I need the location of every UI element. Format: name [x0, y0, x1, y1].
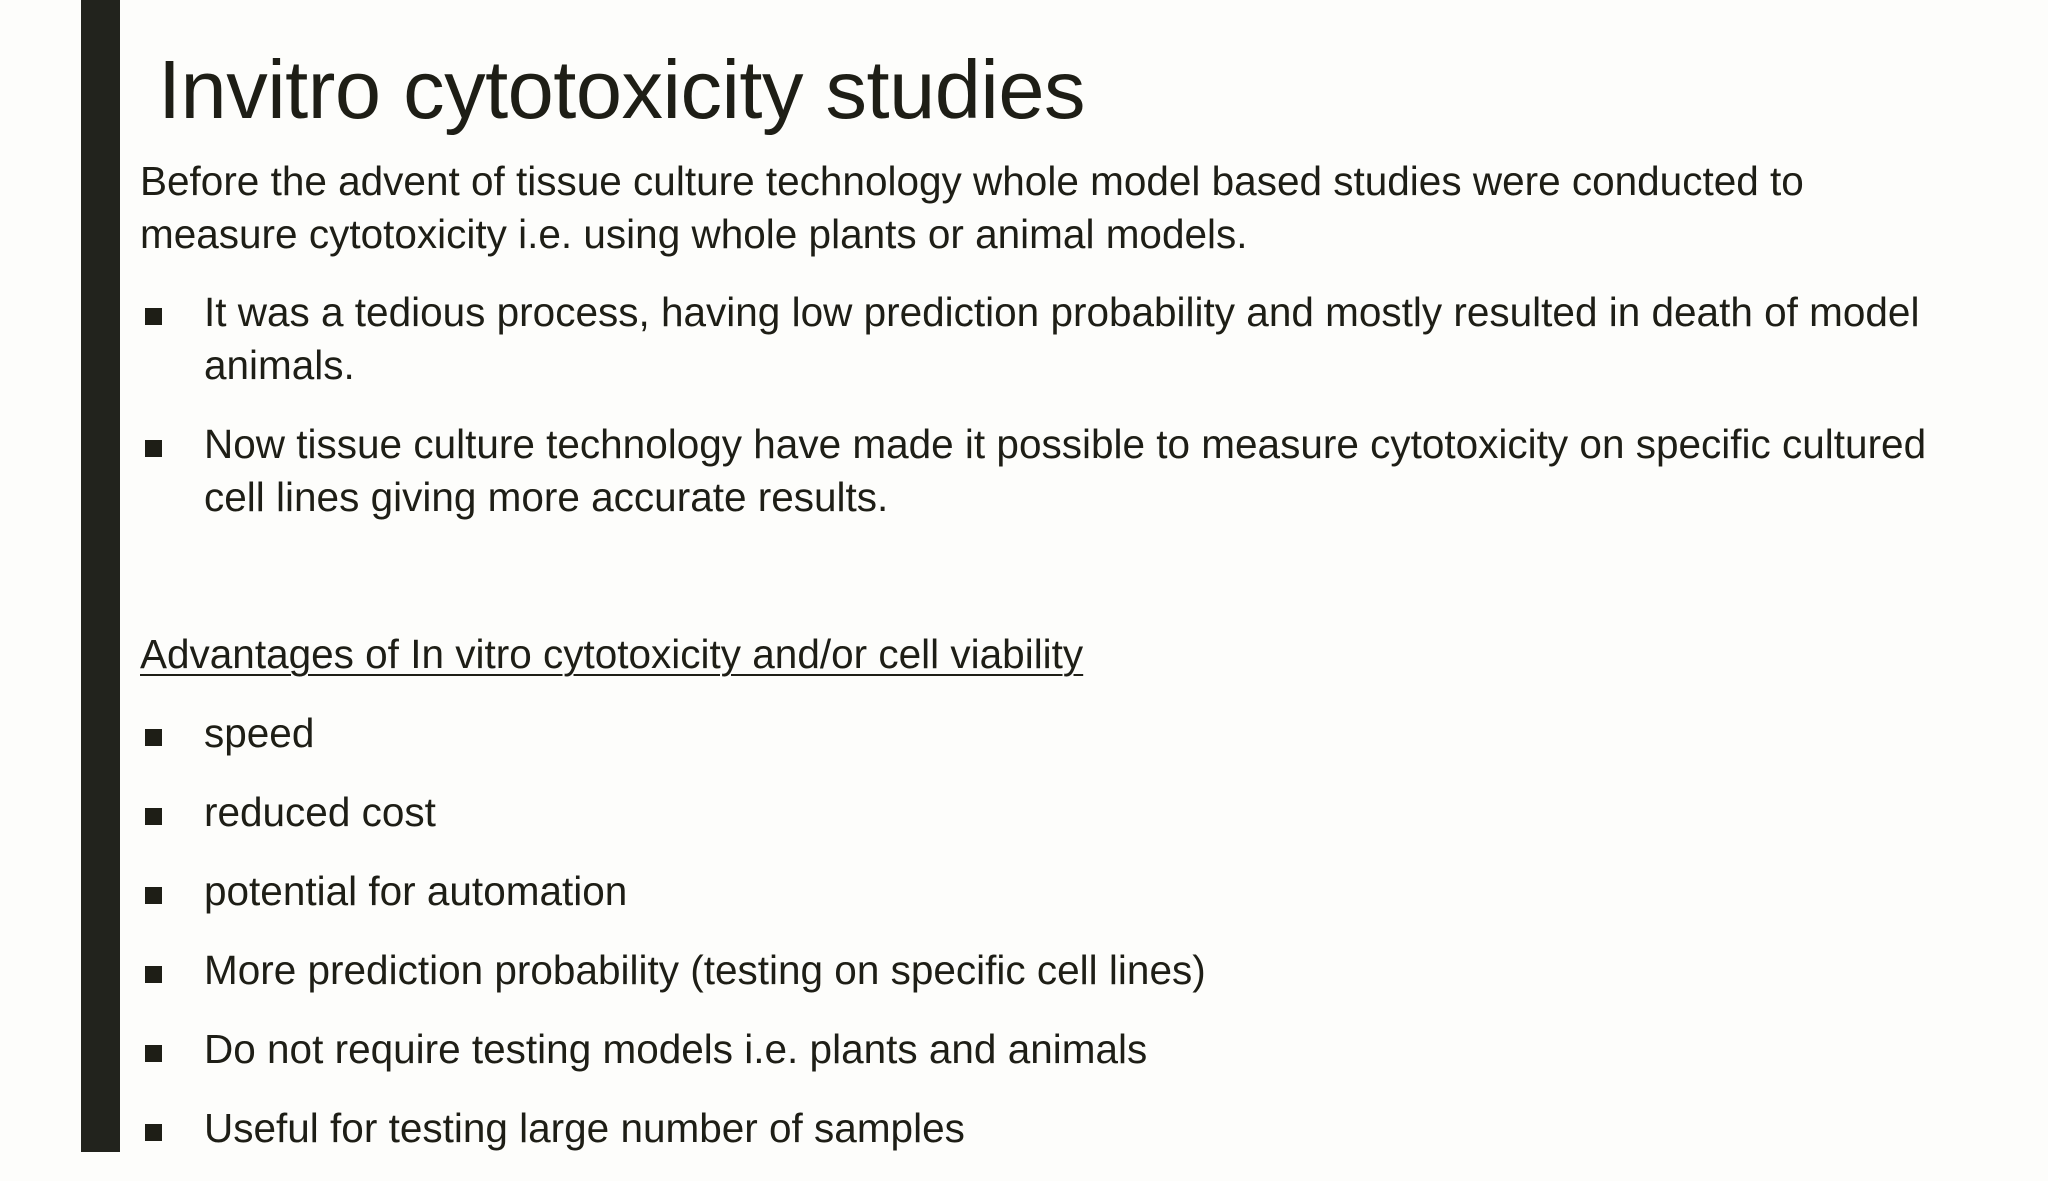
list-item: [140, 1102, 1970, 1155]
intro-paragraph: Before the advent of tissue culture technology whole model based studies were conducted to measure cytotoxicity i.e. using whole plants or animal models.: [140, 158, 1804, 257]
list-item-text: More prediction probability (testing on specific cell lines): [204, 947, 1206, 993]
list-item-text: Useful for testing large number of samples: [204, 1105, 965, 1151]
square-bullet-icon: [145, 308, 162, 325]
square-bullet-icon: [145, 1124, 162, 1141]
list-item-text: potential for automation: [204, 868, 628, 914]
slide-title: Invitro cytotoxicity studies: [158, 43, 1086, 136]
list-item: [140, 944, 1970, 997]
list-item: [140, 286, 1970, 392]
advantages-list: [140, 707, 1970, 1155]
list-item: [140, 1023, 1970, 1076]
list-item-text: Do not require testing models i.e. plants and animals: [204, 1026, 1148, 1072]
square-bullet-icon: [145, 440, 162, 457]
list-item-text: It was a tedious process, having low prediction probability and mostly resulted in death of model animals.: [204, 289, 1920, 388]
square-bullet-icon: [145, 887, 162, 904]
points-list: [140, 286, 1970, 524]
list-item: [140, 786, 1970, 839]
square-bullet-icon: [145, 729, 162, 746]
list-item: [140, 707, 1970, 760]
accent-bar: [81, 0, 120, 1152]
list-item-text: speed: [204, 710, 315, 756]
square-bullet-icon: [145, 808, 162, 825]
list-item: [140, 418, 1970, 524]
list-item-text: reduced cost: [204, 789, 436, 835]
square-bullet-icon: [145, 1045, 162, 1062]
list-item-text: Now tissue culture technology have made it possible to measure cytotoxicity on specific cultured cell lines giving more accurate results.: [204, 421, 1927, 520]
slide-body: [140, 155, 1970, 1181]
advantages-heading: Advantages of In vitro cytotoxicity and/or cell viability: [140, 631, 1084, 677]
square-bullet-icon: [145, 966, 162, 983]
list-item: [140, 865, 1970, 918]
